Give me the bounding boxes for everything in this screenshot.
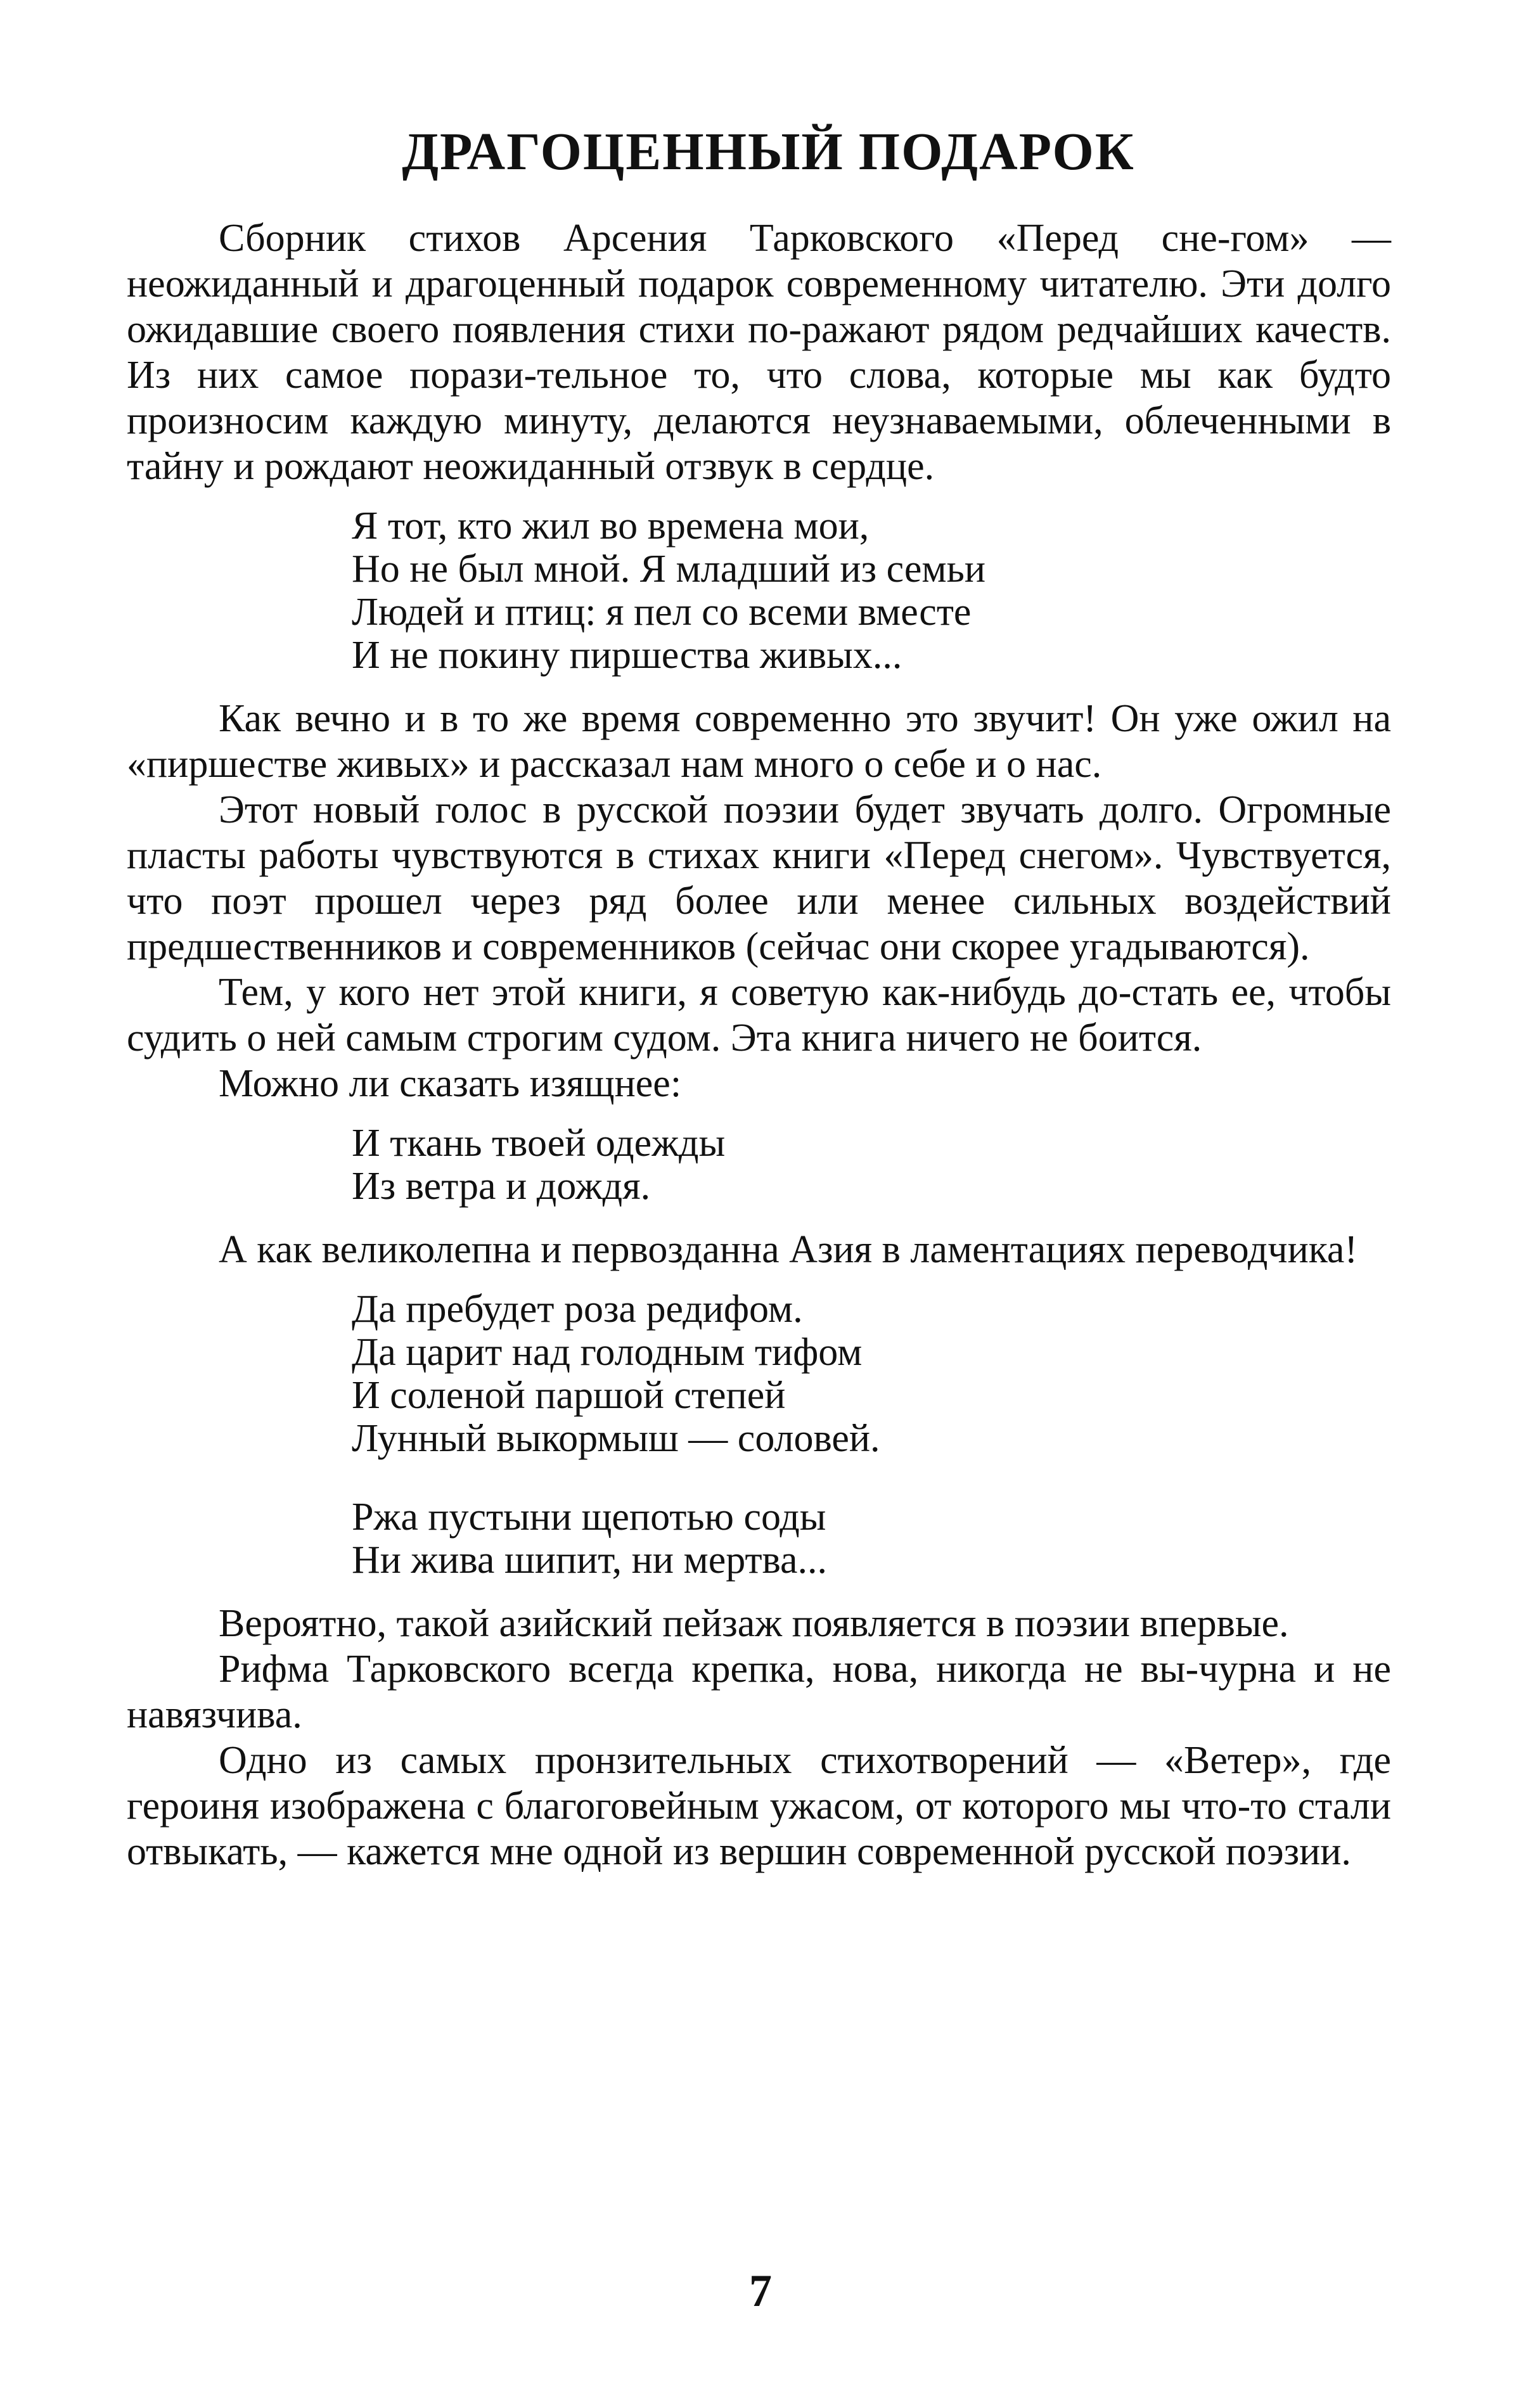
verse-line: И не покину пиршества живых... — [352, 634, 902, 677]
paragraph: Можно ли сказать изящнее: — [219, 1062, 682, 1105]
page-number: 7 — [749, 2265, 772, 2316]
paragraph: Одно из самых пронзительных стихотворений — «Ветер», где героиня изображена с благоговейным ужасом, от которого мы что-то стали отвыкать, — кажется мне одной из вершин современной русской поэзии. — [127, 1739, 1391, 1873]
paragraph: А как великолепна и первозданна Азия в ламентациях переводчика! — [219, 1228, 1358, 1271]
stanza-break — [352, 1460, 1391, 1495]
verse-line: Я тот, кто жил во времена мои, — [352, 504, 870, 548]
paragraph: Как вечно и в то же время современно это звучит! Он уже ожил на «пиршестве живых» и рассказал нам много о себе и о нас. — [127, 697, 1391, 786]
verse-line: Лунный выкормыш — соловей. — [352, 1417, 880, 1460]
verse-quote-3 — [352, 1288, 1391, 1582]
paragraph-intro: Сборник стихов Арсения Тарковского «Перед сне-гом» — неожиданный и драгоценный подарок современному читателю. Эти долго ожидавшие своего появления стихи по-ражают рядом редчайших качеств. Из них самое порази-тельное то, что слова, которые мы как будто произносим каждую минуту, делаются неузнаваемыми, облеченными в тайну и рождают неожиданный отзвук в сердце. — [127, 217, 1391, 488]
article-body — [127, 215, 1391, 1874]
book-page — [127, 120, 1391, 1874]
paragraph: Рифма Тарковского всегда крепка, нова, никогда не вы-чурна и не навязчива. — [127, 1648, 1391, 1736]
page-title: ДРАГОЦЕННЫЙ ПОДАРОК — [402, 122, 1135, 181]
verse-line: И ткань твоей одежды — [352, 1122, 726, 1165]
verse-line: Из ветра и дождя. — [352, 1165, 651, 1208]
verse-quote-2 — [352, 1122, 1391, 1208]
verse-line: Ни жива шипит, ни мертва... — [352, 1539, 828, 1582]
paragraph: Тем, у кого нет этой книги, я советую как-нибудь до-стать ее, чтобы судить о ней самым строгим судом. Эта книга ничего не боится. — [127, 971, 1391, 1060]
verse-line: И соленой паршой степей — [352, 1374, 786, 1417]
verse-line: Да царит над голодным тифом — [352, 1331, 863, 1374]
verse-line: Людей и птиц: я пел со всеми вместе — [352, 591, 972, 634]
verse-line: Ржа пустыни щепотью соды — [352, 1495, 826, 1539]
paragraph: Вероятно, такой азийский пейзаж появляется в поэзии впервые. — [219, 1602, 1289, 1645]
verse-line: Но не был мной. Я младший из семьи — [352, 548, 986, 591]
verse-line: Да пребудет роза редифом. — [352, 1288, 803, 1331]
verse-quote-1 — [352, 504, 1391, 677]
paragraph: Этот новый голос в русской поэзии будет звучать долго. Огромные пласты работы чувствуются в стихах книги «Перед снегом». Чувствуется, что поэт прошел через ряд более или менее сильных воздействий предшественников и современников (сейчас они скорее угадываются). — [127, 788, 1391, 968]
